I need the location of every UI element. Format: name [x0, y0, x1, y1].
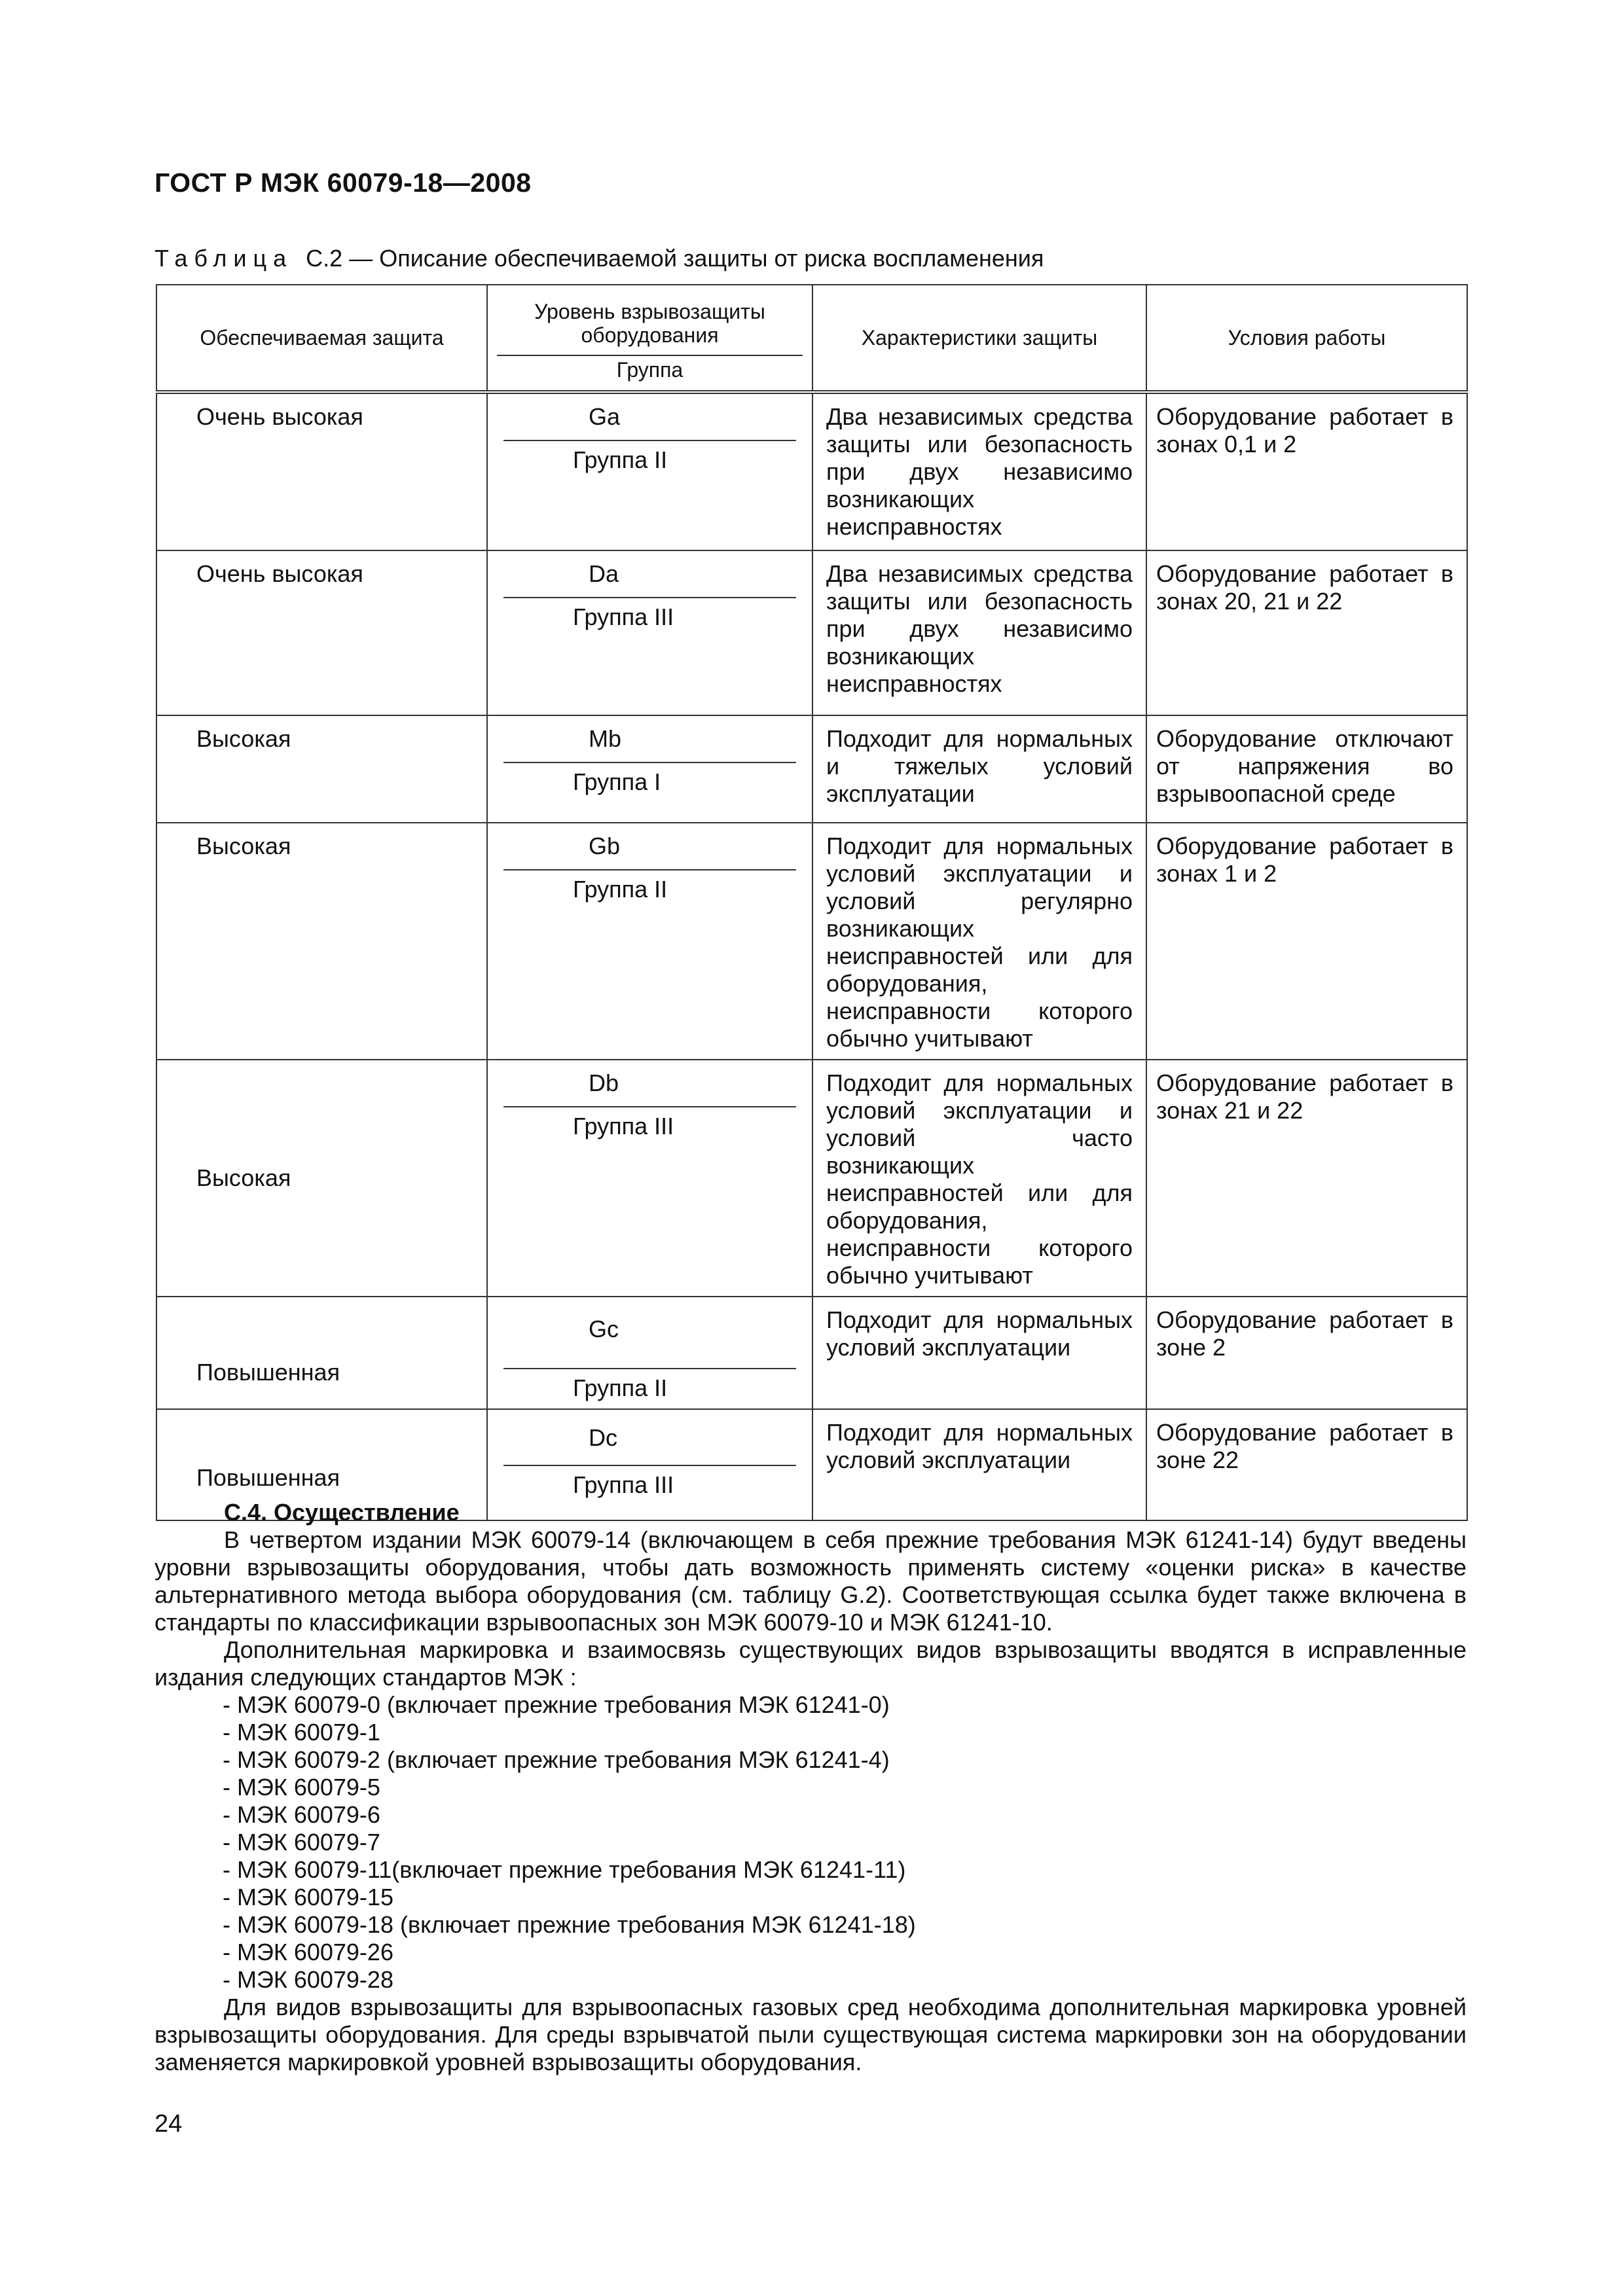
conditions-cell: Оборудование работает в зоне 22 [1146, 1409, 1467, 1520]
group-label: Группа III [573, 1471, 674, 1498]
table-caption-word: Таблица [155, 245, 293, 272]
table-row [156, 823, 1467, 1060]
level-cell [487, 550, 812, 715]
level-code: Dc [503, 1410, 796, 1466]
level-code: Da [503, 551, 796, 598]
characteristics-cell: Подходит для нормальных условий эксплуатации [812, 1297, 1146, 1409]
group-label: Группа III [573, 1113, 674, 1139]
group-label: Группа II [573, 876, 668, 903]
group-label: Группа II [573, 1374, 668, 1401]
table-caption-text: С.2 — Описание обеспечиваемой защиты от риска воспламенения [306, 245, 1044, 272]
characteristics-cell: Подходит для нормальных и тяжелых условий эксплуатации [812, 715, 1146, 823]
list-item: - МЭК 60079-7 [223, 1829, 380, 1856]
header-group-label: Группа [616, 358, 684, 382]
list-item: - МЭК 60079-5 [223, 1774, 380, 1801]
section-title: С.4. Осуществление [224, 1499, 460, 1526]
document-header: ГОСТ Р МЭК 60079-18—2008 [155, 168, 532, 198]
characteristics-cell: Два независимых средства защиты или безопасность при двух независимо возникающих неисправностях [812, 550, 1146, 715]
list-item: - МЭК 60079-26 [223, 1939, 393, 1965]
protection-cell: Повышенная [156, 1409, 487, 1520]
list-item: - МЭК 60079-11(включает прежние требования МЭК 61241-11) [223, 1856, 906, 1883]
page-number: 24 [155, 2110, 183, 2138]
protection-cell: Очень высокая [156, 550, 487, 715]
paragraph: В четвертом издании МЭК 60079-14 (включающем в себя прежние требования МЭК 61241-14) будут введены уровни взрывозащиты оборудования, чтобы дать возможность применять систему «оценки риска» в качестве альтернативного метода выбора оборудования (см. таблицу G.2). Соответствующая ссылка будет также включена в стандарты по классификации взрывоопасных зон МЭК 60079-10 и МЭК 61241-10. [155, 1526, 1467, 1636]
level-code: Gb [503, 823, 796, 870]
protection-cell: Очень высокая [156, 392, 487, 550]
conditions-cell: Оборудование работает в зоне 2 [1146, 1297, 1467, 1409]
table-row [156, 715, 1467, 823]
characteristics-cell: Подходит для нормальных условий эксплуатации и условий регулярно возникающих неисправностей или для оборудования, неисправности которого обычно учитывают [812, 823, 1146, 1060]
table-header-row [156, 285, 1467, 392]
level-cell [487, 715, 812, 823]
list-item: - МЭК 60079-15 [223, 1884, 393, 1910]
conditions-cell: Оборудование работает в зонах 0,1 и 2 [1146, 392, 1467, 550]
level-code: Gc [503, 1297, 796, 1369]
level-cell [487, 1297, 812, 1409]
group-label: Группа III [573, 603, 674, 630]
header-characteristics: Характеристики защиты [812, 285, 1146, 392]
level-cell [487, 1060, 812, 1297]
level-code: Ga [503, 394, 796, 441]
level-cell [487, 392, 812, 550]
protection-cell: Высокая [156, 823, 487, 1060]
table-caption [155, 245, 1044, 272]
header-conditions: Условия работы [1146, 285, 1467, 392]
protection-cell: Высокая [156, 715, 487, 823]
protection-table [156, 284, 1468, 1521]
group-label: Группа II [573, 446, 668, 473]
paragraph: Для видов взрывозащиты для взрывоопасных газовых сред необходима дополнительная маркировка уровней взрывозащиты оборудования. Для среды взрывчатой пыли существующая система маркировки зон на оборудовании заменяется маркировкой уровней взрывозащиты оборудования. [155, 1994, 1467, 2075]
list-item: - МЭК 60079-28 [223, 1966, 393, 1993]
characteristics-cell: Два независимых средства защиты или безопасность при двух независимо возникающих неисправностях [812, 392, 1146, 550]
characteristics-cell: Подходит для нормальных условий эксплуатации [812, 1409, 1146, 1520]
header-level [487, 285, 812, 392]
protection-cell: Высокая [156, 1060, 487, 1297]
table-row [156, 392, 1467, 550]
paragraph: Дополнительная маркировка и взаимосвязь существующих видов взрывозащиты вводятся в исправленные издания следующих стандартов МЭК : [155, 1636, 1467, 1691]
list-item: - МЭК 60079-18 (включает прежние требования МЭК 61241-18) [223, 1911, 916, 1938]
list-item: - МЭК 60079-1 [223, 1719, 380, 1746]
group-label: Группа I [573, 768, 661, 795]
protection-cell: Повышенная [156, 1297, 487, 1409]
table-row [156, 1060, 1467, 1297]
conditions-cell: Оборудование работает в зонах 20, 21 и 22 [1146, 550, 1467, 715]
conditions-cell: Оборудование работает в зонах 1 и 2 [1146, 823, 1467, 1060]
header-protection: Обеспечиваемая защита [156, 285, 487, 392]
conditions-cell: Оборудование работает в зонах 21 и 22 [1146, 1060, 1467, 1297]
conditions-cell: Оборудование отключают от напряжения во взрывоопасной среде [1146, 715, 1467, 823]
standards-list [155, 1691, 1467, 1994]
table-row [156, 550, 1467, 715]
table-row [156, 1297, 1467, 1409]
list-item: - МЭК 60079-6 [223, 1801, 380, 1828]
list-item: - МЭК 60079-0 (включает прежние требования МЭК 61241-0) [223, 1691, 890, 1718]
level-code: Db [503, 1060, 796, 1107]
level-cell [487, 823, 812, 1060]
list-item: - МЭК 60079-2 (включает прежние требования МЭК 61241-4) [223, 1746, 890, 1773]
characteristics-cell: Подходит для нормальных условий эксплуатации и условий часто возникающих неисправностей или для оборудования, неисправности которого обычно учитывают [812, 1060, 1146, 1297]
header-level-label: Уровень взрывозащиты оборудования [497, 292, 803, 356]
level-code: Mb [503, 716, 796, 763]
section-implementation [155, 1499, 1467, 2076]
